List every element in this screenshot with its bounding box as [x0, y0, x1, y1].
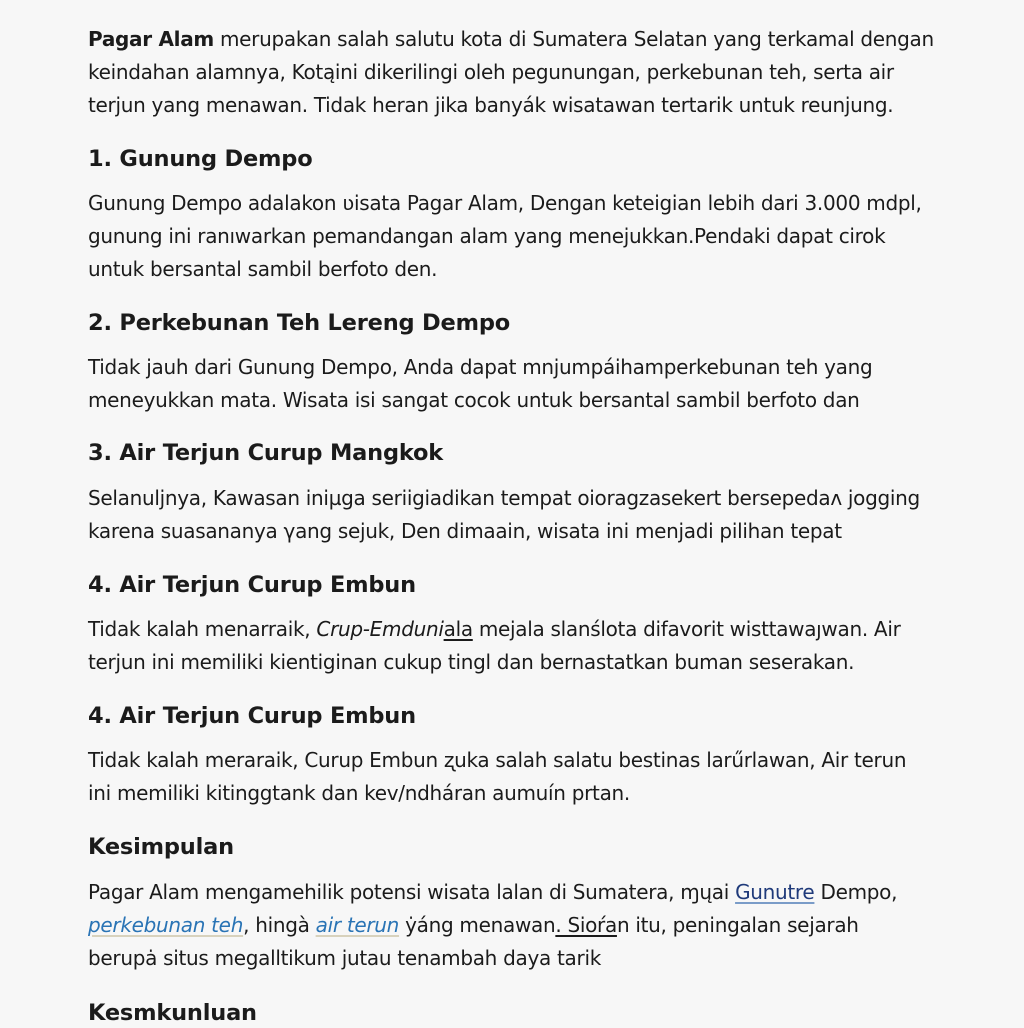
section-perkebunan-teh-body: [88, 351, 958, 417]
intro-paragraph: [88, 23, 958, 122]
conclusion-line-3: berupȧ situs megalltikum jutau tenambah daya tarik: [88, 946, 601, 970]
section-heading: 4. Air Terjun Curup Embun: [88, 572, 416, 598]
text-run: n itu, peningalan sejarah: [616, 913, 859, 937]
conclusion-body: [88, 876, 958, 975]
intro-line-2: keindahan alamnya, Kotąini dikerilingi oleh pegunungan, perkebunan teh, serta air: [88, 60, 894, 84]
section-curup-embun-repeat: [88, 701, 958, 731]
conclusion-section: [88, 832, 958, 862]
conclusion-line-2: [88, 909, 958, 942]
intro-lead-bold: Pagar Alam: [88, 27, 214, 51]
section-line: [88, 613, 958, 646]
link-perkebunan-teh[interactable]: perkebunan teh: [88, 913, 244, 937]
section-perkebunan-teh: [88, 308, 958, 338]
underlined-text: . Sioŕa: [555, 913, 617, 937]
section-line: karena suasananya γang sejuk, Den dimaain, wisata ini menjadi pilihan tepat: [88, 519, 842, 543]
underlined-text: ala: [443, 617, 473, 641]
section-line: meneyukkan mata. Wisata isi sangat cocok untuk bersantal sambil berfoto dan: [88, 388, 860, 412]
section-heading: 3. Air Terjun Curup Mangkok: [88, 440, 444, 466]
section-line: terjun ini memiliki kientiginan cukup tingl dan bernastatkan buman seserakan.: [88, 650, 855, 674]
section-line: untuk bersantal sambil berfoto den.: [88, 257, 438, 281]
text-run: Tidak kalah menarraik,: [88, 617, 317, 641]
intro-line-1: [88, 23, 958, 56]
next-section-heading: Kesmkunluan: [88, 1000, 257, 1026]
intro-line-3: terjun yang menawan. Tidak heran jika banyák wisatawan tertarik untuk reunjung.: [88, 93, 894, 117]
section-line: Selanuljnya, Kawasan iniµga seriigiadikan tempat oioragzasekert bersepedaʌ jogging: [88, 486, 920, 510]
section-line: ini memiliki kitinggtank dan kev/ndháran aumuín prtan.: [88, 781, 630, 805]
text-run: mejala slanślota difavorit wisttawaȷwan. Air: [472, 617, 901, 641]
text-run: Dempo,: [814, 880, 898, 904]
section-heading: 1. Gunung Dempo: [88, 146, 313, 172]
section-heading: 4. Air Terjun Curup Embun: [88, 703, 416, 729]
section-line: Gunung Dempo adalakon ʋisata Pagar Alam, Dengan keteigian lebih dari 3.000 mdpl,: [88, 191, 922, 215]
italic-text: Crup-Emduni: [316, 617, 444, 641]
text-run: , hingà: [243, 913, 316, 937]
section-curup-embun: [88, 570, 958, 600]
section-line: gunung ini ranıwarkan pemandangan alam yang menejukkan.Pendaki dapat cirok: [88, 224, 886, 248]
section-curup-embun-repeat-body: [88, 744, 958, 810]
conclusion-line-1: [88, 876, 958, 909]
section-curup-embun-body: [88, 613, 958, 679]
conclusion-heading: Kesimpulan: [88, 834, 234, 860]
section-line: Tidak jauh dari Gunung Dempo, Anda dapat mnjumpáihamperkebunan teh yang: [88, 355, 873, 379]
section-line: Tidak kalah meraraik, Curup Embun ʐuka salah salatu bestinas larűrlawan, Air terun: [88, 748, 907, 772]
link-air-terjun[interactable]: air terun: [315, 913, 400, 937]
section-heading: 2. Perkebunan Teh Lereng Dempo: [88, 310, 511, 336]
section-curup-mangkok-body: [88, 482, 958, 548]
text-run: Pagar Alam mengamehilik potensi wisata lalan di Sumatera, ɱųai: [88, 880, 736, 904]
intro-line-1-text: merupakan salah salutu kota di Sumatera Selatan yang terkamal dengan: [213, 27, 934, 51]
section-gunung-dempo: [88, 144, 958, 174]
text-run: ẏáng menawan: [399, 913, 556, 937]
section-gunung-dempo-body: [88, 187, 958, 286]
link-gunung-dempo[interactable]: Gunutre: [735, 880, 815, 904]
section-curup-mangkok: [88, 438, 958, 468]
